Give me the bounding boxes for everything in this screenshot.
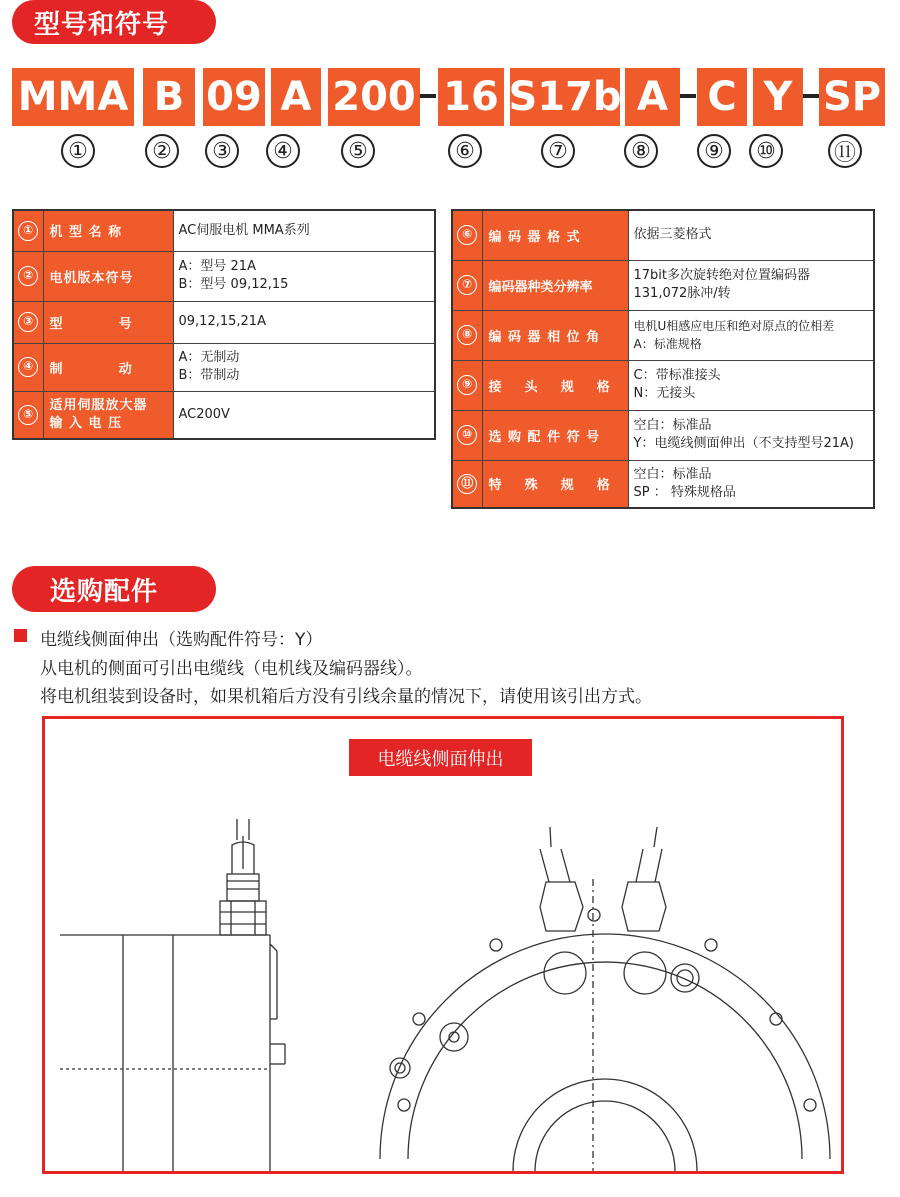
code-seg-1: MMA xyxy=(12,68,134,126)
spec-value-line: A：型号 21A xyxy=(178,259,256,274)
code-number-5: ⑤ xyxy=(341,134,375,168)
code-seg-11: SP xyxy=(819,68,885,126)
spec-value-line: 131,072脉冲/转 xyxy=(633,286,731,301)
spec-row xyxy=(452,310,874,360)
figure-title: 电缆线侧面伸出 xyxy=(349,739,532,776)
spec-value-line: AC伺服电机 MMA系列 xyxy=(178,222,310,238)
spec-row xyxy=(13,391,435,439)
row-number: ⑩ xyxy=(457,425,477,445)
code-seg-5: 200 xyxy=(328,68,420,126)
row-number: ② xyxy=(18,266,38,286)
spec-value-line: 电机U相感应电压和绝对原点的位相差 xyxy=(633,319,835,333)
code-number-row xyxy=(0,134,900,170)
spec-label: 编 码 器 相 位 角 xyxy=(482,310,628,360)
spec-label: 电机版本符号 xyxy=(43,251,173,301)
spec-table-right xyxy=(451,209,875,509)
spec-label: 接 头 规 格 xyxy=(482,360,628,410)
spec-label: 制 动 xyxy=(43,343,173,391)
row-number: ⑧ xyxy=(457,325,477,345)
option-description: 从电机的侧面可引出电缆线（电机线及编码器线）。 xyxy=(40,659,423,679)
code-number-11: ⑪ xyxy=(828,134,862,168)
code-number-9: ⑨ xyxy=(697,134,731,168)
spec-value-line: N：无接头 xyxy=(633,386,696,401)
spec-row xyxy=(452,460,874,508)
spec-label: 编 码 器 格 式 xyxy=(482,210,628,260)
code-number-2: ② xyxy=(145,134,179,168)
spec-table-left xyxy=(12,209,436,440)
section-title-model-code: 型号和符号 xyxy=(12,0,216,44)
spec-row xyxy=(13,251,435,301)
spec-value-line: 17bit多次旋转绝对位置编码器 xyxy=(633,268,811,283)
spec-value-line: C：带标准接头 xyxy=(633,368,721,383)
code-dash xyxy=(420,94,436,98)
spec-value-line: B：带制动 xyxy=(178,368,240,383)
bullet-square xyxy=(14,629,27,642)
row-number: ⑦ xyxy=(457,275,477,295)
spec-value-line: 09,12,15,21A xyxy=(178,314,266,329)
spec-label: 适用伺服放大器 输 入 电 压 xyxy=(43,391,173,439)
row-number: ④ xyxy=(18,357,38,377)
spec-value-line: B：型号 09,12,15 xyxy=(178,277,289,292)
row-number: ① xyxy=(18,221,38,241)
code-number-6: ⑥ xyxy=(448,134,482,168)
row-number: ⑥ xyxy=(457,225,477,245)
spec-label: 型 号 xyxy=(43,301,173,343)
code-number-8: ⑧ xyxy=(624,134,658,168)
spec-value-line: A：无制动 xyxy=(178,350,240,365)
row-number: ⑤ xyxy=(18,405,38,425)
row-number: ⑨ xyxy=(457,375,477,395)
spec-row xyxy=(452,260,874,310)
code-seg-2: B xyxy=(143,68,195,126)
spec-label: 机 型 名 称 xyxy=(43,210,173,251)
spec-label: 编码器种类分辨率 xyxy=(482,260,628,310)
code-seg-10: Y xyxy=(753,68,803,126)
code-seg-9: C xyxy=(697,68,747,126)
spec-value-line: AC200V xyxy=(178,406,230,422)
spec-row xyxy=(452,410,874,460)
spec-value-line: SP ： 特殊规格品 xyxy=(633,484,736,500)
option-heading: 电缆线侧面伸出（选购配件符号：Y） xyxy=(40,630,323,650)
spec-row xyxy=(452,360,874,410)
spec-row xyxy=(452,210,874,260)
section-title-options: 选购配件 xyxy=(12,566,216,612)
code-seg-4: A xyxy=(271,68,321,126)
code-seg-3: 09 xyxy=(203,68,265,126)
spec-value-line: Y：电缆线侧面伸出（不支持型号21A) xyxy=(633,436,854,451)
row-number: ⑪ xyxy=(457,474,477,494)
code-number-3: ③ xyxy=(205,134,239,168)
code-number-10: ⑩ xyxy=(749,134,783,168)
code-seg-7: S17b xyxy=(510,68,620,126)
code-number-1: ① xyxy=(61,134,95,168)
code-seg-6: 16 xyxy=(438,68,504,126)
row-number: ③ xyxy=(18,312,38,332)
code-number-7: ⑦ xyxy=(541,134,575,168)
code-dash xyxy=(680,94,696,98)
spec-label: 选 购 配 件 符 号 xyxy=(482,410,628,460)
spec-value-line: 空白：标准品 xyxy=(633,418,712,433)
spec-row xyxy=(13,343,435,391)
spec-label: 特 殊 规 格 xyxy=(482,460,628,508)
spec-row xyxy=(13,301,435,343)
spec-value-line: 依据三菱格式 xyxy=(633,227,712,243)
motor-cable-drawing xyxy=(45,719,841,1171)
spec-value-line: 空白：标准品 xyxy=(633,466,712,482)
spec-row xyxy=(13,210,435,251)
code-dash xyxy=(803,94,819,98)
option-description: 将电机组装到设备时，如果机箱后方没有引线余量的情况下，请使用该引出方式。 xyxy=(40,687,652,707)
code-number-4: ④ xyxy=(266,134,300,168)
code-seg-8: A xyxy=(625,68,680,126)
spec-value-line: A：标准规格 xyxy=(633,337,702,351)
